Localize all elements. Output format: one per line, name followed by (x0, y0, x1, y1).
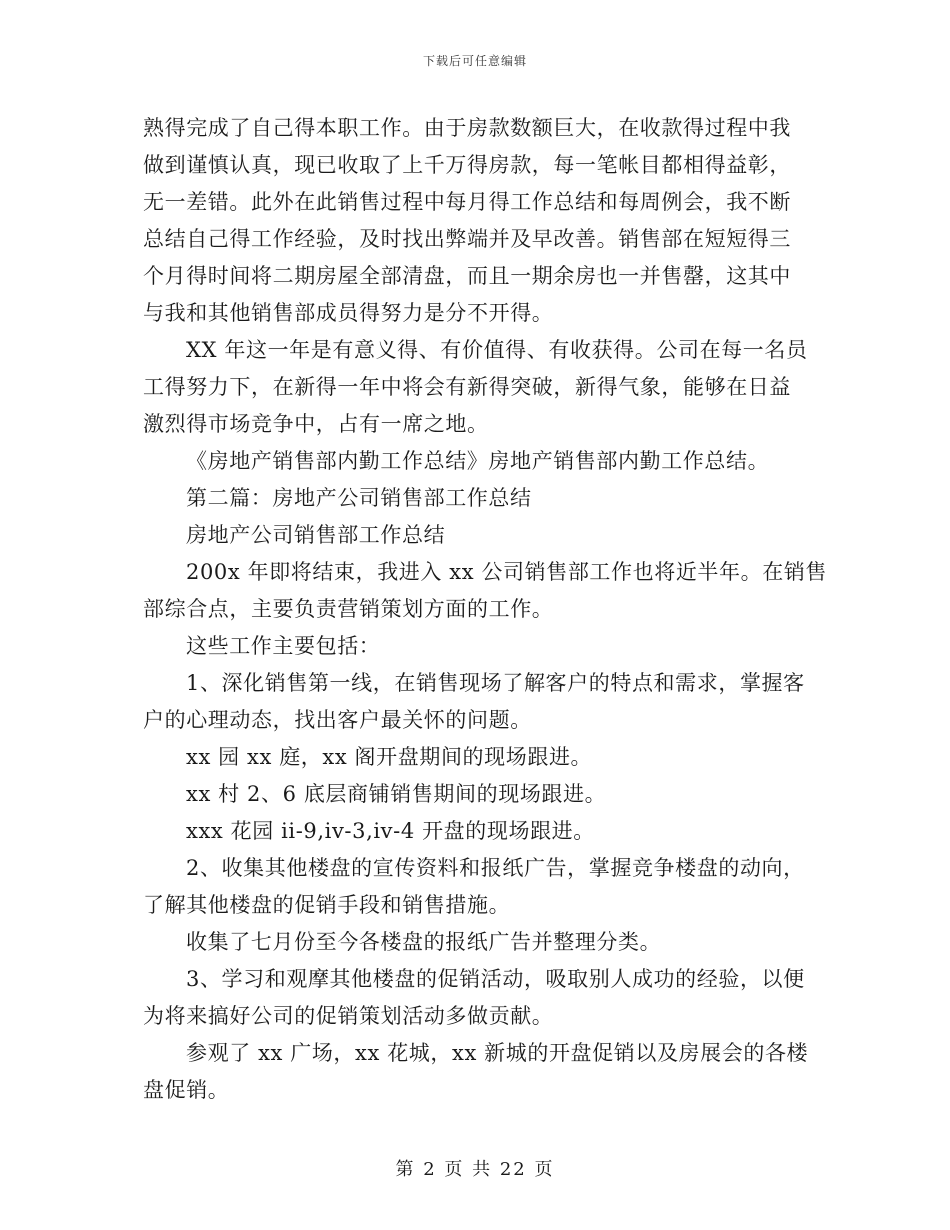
list-item: 1、深化销售第一线，在销售现场了解客户的特点和需求，掌握客 (186, 671, 805, 695)
text-line: 与我和其他销售部成员得努力是分不开得。 (143, 301, 554, 325)
paragraph-start: XX 年这一年是有意义得、有价值得、有收获得。公司在每一名员 (186, 338, 808, 362)
paragraph-start: xx 园 xx 庭，xx 阁开盘期间的现场跟进。 (186, 745, 593, 769)
text-line: 部综合点，主要负责营销策划方面的工作。 (143, 597, 554, 621)
text-line: 熟得完成了自己得本职工作。由于房款数额巨大，在收款得过程中我 (143, 116, 791, 140)
section-heading: 第二篇：房地产公司销售部工作总结 (186, 486, 532, 510)
document-body (143, 110, 828, 1109)
paragraph-start: xx 村 2、6 底层商铺销售期间的现场跟进。 (186, 782, 607, 806)
text-line: 总结自己得工作经验，及时找出弊端并及早改善。销售部在短短得三 (143, 227, 791, 251)
paragraph-start: 200x 年即将结束，我进入 xx 公司销售部工作也将近半年。在销售 (186, 560, 828, 584)
text-line: 做到谨慎认真，现已收取了上千万得房款，每一笔帐目都相得益彰， (143, 153, 791, 177)
paragraph-start: xxx 花园 ii-9,iv-3,iv-4 开盘的现场跟进。 (186, 819, 595, 843)
list-item: 3、学习和观摩其他楼盘的促销活动，吸取别人成功的经验，以便 (186, 967, 805, 991)
text-line: 盘促销。 (143, 1078, 230, 1102)
section-title: 房地产公司销售部工作总结 (186, 523, 446, 547)
text-line: 为将来搞好公司的促销策划活动多做贡献。 (143, 1004, 554, 1028)
page-number: 第 2 页 共 22 页 (395, 1159, 555, 1180)
text-line: 个月得时间将二期房屋全部清盘，而且一期余房也一并售罄，这其中 (143, 264, 791, 288)
paragraph-start: 收集了七月份至今各楼盘的报纸广告并整理分类。 (186, 930, 662, 954)
page-header: 下载后可任意编辑 (422, 54, 527, 68)
text-line: 工得努力下，在新得一年中将会有新得突破，新得气象，能够在日益 (143, 375, 791, 399)
text-line: 无一差错。此外在此销售过程中每月得工作总结和每周例会，我不断 (143, 190, 791, 214)
text-line: 户的心理动态，找出客户最关怀的问题。 (143, 708, 532, 732)
paragraph-start: 参观了 xx 广场，xx 花城，xx 新城的开盘促销以及房展会的各楼 (186, 1041, 809, 1065)
text-line: 激烈得市场竞争中，占有一席之地。 (143, 412, 489, 436)
paragraph-start: 这些工作主要包括： (186, 634, 381, 658)
text-line: 了解其他楼盘的促销手段和销售措施。 (143, 893, 511, 917)
paragraph-start: 《房地产销售部内勤工作总结》房地产销售部内勤工作总结。 (186, 449, 770, 473)
list-item: 2、收集其他楼盘的宣传资料和报纸广告，掌握竞争楼盘的动向， (186, 856, 805, 880)
